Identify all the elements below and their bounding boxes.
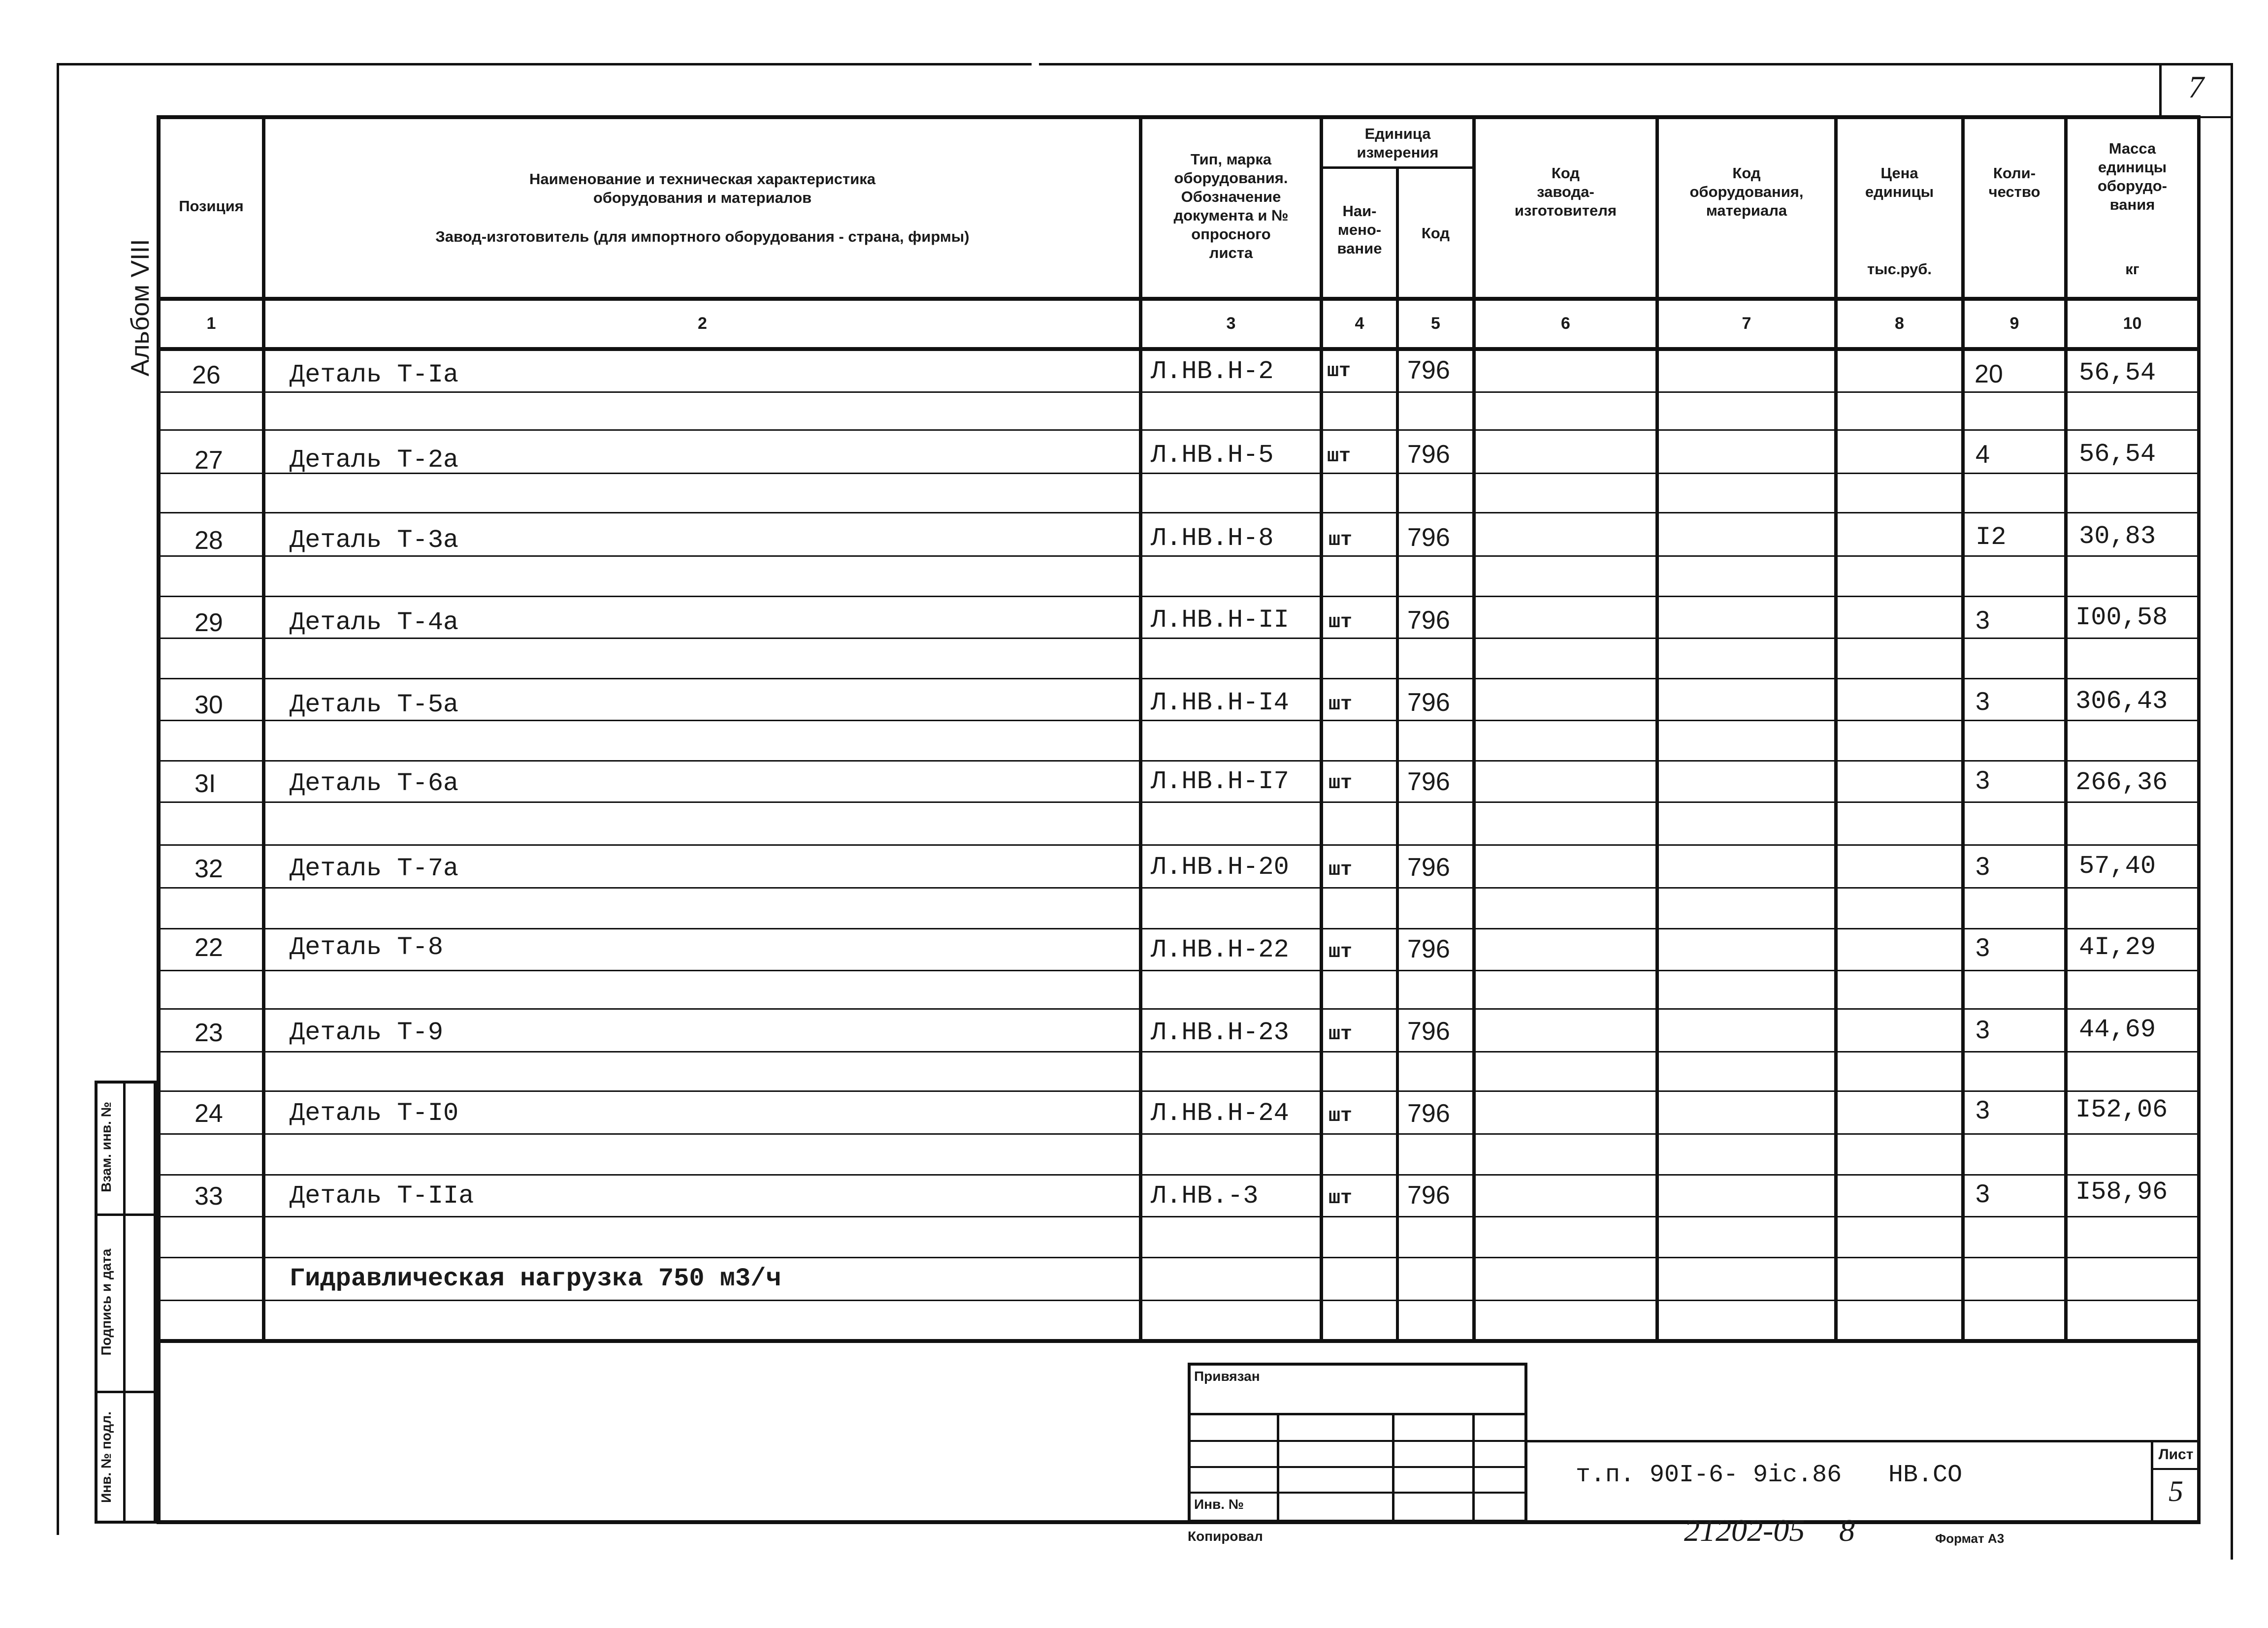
row-document: Л.НВ.Н-I4 xyxy=(1151,688,1289,717)
row-name: Деталь Т-8 xyxy=(290,933,444,962)
designation-top-rule xyxy=(1526,1440,2199,1442)
header-plant-code: Код завода- изготовителя xyxy=(1514,164,1617,219)
row-line xyxy=(159,1008,2199,1010)
colnum-rule xyxy=(159,347,2199,351)
row-name: Деталь Т-2а xyxy=(290,446,459,475)
side-stamp-replacement-inv: Взам. инв. № xyxy=(98,1102,114,1192)
side-stamp-signature-date: Подпись и дата xyxy=(98,1248,114,1356)
sheet-number: 5 xyxy=(2169,1475,2183,1507)
handwritten-digit: 8 xyxy=(1839,1513,1855,1548)
row-quantity: 4 xyxy=(1976,440,1990,469)
row-mass: 30,83 xyxy=(2079,522,2156,551)
row-line xyxy=(159,844,2199,846)
column-number: 4 xyxy=(1355,314,1364,333)
row-position: 32 xyxy=(194,855,223,883)
table-border-left xyxy=(157,115,161,1523)
header-price: Цена единицы xyxy=(1865,164,1934,200)
row-document: Л.НВ.Н-II xyxy=(1151,606,1289,635)
row-position: 3I xyxy=(194,769,216,798)
row-name: Деталь Т-9 xyxy=(290,1018,444,1047)
sheet-box-rule xyxy=(2151,1468,2199,1470)
row-position: 26 xyxy=(192,361,221,389)
outer-frame-top-right xyxy=(1039,63,2233,65)
header-equipment-code: Код оборудования, материала xyxy=(1689,164,1804,219)
row-line xyxy=(159,1257,2199,1258)
row-unit: шт xyxy=(1328,529,1353,551)
row-unit-code: 796 xyxy=(1407,523,1450,552)
header-mass-unit: кг xyxy=(2125,260,2139,278)
row-mass: 56,54 xyxy=(2079,358,2156,387)
side-stamp-divider xyxy=(123,1081,126,1524)
row-document: Л.НВ.Н-5 xyxy=(1151,441,1274,470)
row-position: 24 xyxy=(194,1099,223,1128)
row-line xyxy=(159,1216,2199,1217)
row-document: Л.НВ.Н-22 xyxy=(1151,935,1289,964)
row-unit-code: 796 xyxy=(1407,853,1450,882)
table-border-bottom xyxy=(157,1520,2201,1524)
row-line xyxy=(159,512,2199,513)
row-quantity: 3 xyxy=(1976,766,1990,795)
row-unit-code: 796 xyxy=(1407,1181,1450,1210)
col-div-8 xyxy=(1961,117,1965,1341)
row-position: 22 xyxy=(194,933,223,962)
row-unit: шт xyxy=(1328,1023,1353,1046)
header-position: Позиция xyxy=(179,197,244,215)
side-stamp-rule xyxy=(95,1213,157,1216)
row-name: Деталь Т-4а xyxy=(290,608,459,637)
column-number: 2 xyxy=(698,314,707,333)
row-name: Деталь Т-IIа xyxy=(290,1181,474,1211)
copied-label: Копировал xyxy=(1188,1529,1263,1544)
row-quantity: 3 xyxy=(1976,1016,1990,1044)
row-unit: шт xyxy=(1328,694,1353,716)
row-mass: 56,54 xyxy=(2079,440,2156,469)
inventory-label: Инв. № xyxy=(1194,1497,1244,1512)
column-number: 7 xyxy=(1742,314,1751,333)
header-unit-group: Единица измерения xyxy=(1357,125,1439,161)
row-unit-code: 796 xyxy=(1407,1099,1450,1128)
album-label: Альбом VIII xyxy=(126,239,155,377)
row-quantity: 3 xyxy=(1976,1180,1990,1208)
approval-rule xyxy=(1188,1440,1527,1442)
approval-rule xyxy=(1188,1413,1527,1415)
row-unit-code: 796 xyxy=(1407,356,1450,384)
col-div-9 xyxy=(2064,117,2068,1341)
row-position: 23 xyxy=(194,1019,223,1047)
row-mass: 266,36 xyxy=(2075,768,2168,797)
row-unit: шт xyxy=(1328,772,1353,795)
row-line xyxy=(159,555,2199,557)
col-div-5 xyxy=(1472,117,1476,1341)
side-stamp-original-inv: Инв. № подл. xyxy=(98,1411,114,1503)
row-unit-code: 796 xyxy=(1407,1017,1450,1046)
column-number: 8 xyxy=(1895,314,1904,333)
row-line xyxy=(159,638,2199,639)
row-position: 27 xyxy=(194,446,223,475)
row-unit: шт xyxy=(1328,611,1353,634)
row-name: Деталь Т-6а xyxy=(290,769,459,798)
column-number: 1 xyxy=(206,314,216,333)
row-line xyxy=(159,1300,2199,1301)
approval-col xyxy=(1277,1413,1279,1523)
row-position: 28 xyxy=(194,526,223,555)
row-position: 33 xyxy=(194,1182,223,1211)
row-name: Деталь Т-3а xyxy=(290,526,459,555)
row-mass: 4I,29 xyxy=(2079,933,2156,962)
col-div-3 xyxy=(1320,117,1323,1341)
col-div-2 xyxy=(1139,117,1142,1341)
row-name: Деталь Т-5а xyxy=(290,690,459,719)
row-document: Л.НВ.Н-24 xyxy=(1151,1099,1289,1128)
row-document: Л.НВ.-3 xyxy=(1151,1181,1259,1211)
row-document: Л.НВ.Н-2 xyxy=(1151,357,1274,386)
row-unit-code: 796 xyxy=(1407,440,1450,469)
row-name: Деталь Т-Iа xyxy=(290,360,459,389)
format-label: Формат А3 xyxy=(1935,1531,2005,1546)
row-unit-code: 796 xyxy=(1407,935,1450,963)
row-unit-code: 796 xyxy=(1407,688,1450,717)
row-document: Л.НВ.Н-20 xyxy=(1151,853,1289,882)
page-box-left xyxy=(2159,63,2162,117)
table-end-rule xyxy=(159,1339,2199,1343)
table-border-top xyxy=(159,115,2199,119)
header-unit-code: Код xyxy=(1421,224,1450,242)
row-quantity: 3 xyxy=(1976,852,1990,881)
row-quantity: 3 xyxy=(1976,1096,1990,1124)
row-quantity: 3 xyxy=(1976,687,1990,716)
outer-frame-top-left xyxy=(57,63,1032,65)
row-line xyxy=(159,1174,2199,1176)
row-name: Деталь Т-I0 xyxy=(290,1099,459,1128)
document-designation: т.п. 90I-6- 9іс.86 xyxy=(1576,1461,1842,1489)
outer-frame-left xyxy=(57,63,59,1535)
handwritten-number: 21202-05 xyxy=(1684,1513,1805,1548)
header-rule xyxy=(159,297,2199,301)
row-position: 29 xyxy=(194,608,223,637)
row-line xyxy=(159,1090,2199,1092)
header-type: Тип, марка оборудования. Обозначение документа и № опросного листа xyxy=(1173,151,1289,261)
approval-col xyxy=(1472,1413,1475,1523)
row-unit-code: 796 xyxy=(1407,606,1450,635)
row-mass: I00,58 xyxy=(2075,603,2168,632)
row-line xyxy=(159,970,2199,971)
document-code: НВ.СО xyxy=(1888,1461,1963,1489)
row-unit: шт xyxy=(1327,360,1351,383)
header-price-unit: тыс.руб. xyxy=(1867,260,1932,278)
header-manufacturer: Завод-изготовитель (для импортного оборудования - страна, фирмы) xyxy=(435,228,970,245)
row-mass: 306,43 xyxy=(2075,687,2168,716)
row-unit: шт xyxy=(1328,859,1353,881)
row-mass: I58,96 xyxy=(2075,1178,2168,1207)
row-unit: шт xyxy=(1328,1187,1353,1210)
row-unit-code: 796 xyxy=(1407,767,1450,796)
column-number: 3 xyxy=(1226,314,1236,333)
column-number: 10 xyxy=(2123,314,2142,333)
row-mass: 44,69 xyxy=(2079,1015,2156,1044)
approval-col xyxy=(1392,1413,1394,1523)
row-line xyxy=(159,473,2199,474)
row-line xyxy=(159,801,2199,803)
col-div-1 xyxy=(262,117,265,1341)
row-quantity: 20 xyxy=(1975,360,2003,388)
row-line xyxy=(159,928,2199,929)
row-line xyxy=(159,678,2199,679)
approval-label: Привязан xyxy=(1194,1369,1260,1384)
row-document: Л.НВ.Н-8 xyxy=(1151,524,1274,553)
row-line xyxy=(159,887,2199,889)
sheet-label: Лист xyxy=(2158,1446,2194,1463)
row-line xyxy=(159,596,2199,597)
row-mass: I52,06 xyxy=(2075,1095,2168,1124)
row-line xyxy=(159,760,2199,762)
row-position: 30 xyxy=(194,691,223,719)
row-line xyxy=(159,391,2199,393)
header-mass: Масса единицы оборудо- вания xyxy=(2098,140,2167,213)
hydraulic-load-note: Гидравлическая нагрузка 750 м3/ч xyxy=(290,1264,781,1293)
column-number: 9 xyxy=(2009,314,2019,333)
col-div-6 xyxy=(1655,117,1659,1341)
header-name: Наименование и техническая характеристика оборудования и материалов xyxy=(529,170,876,206)
col-div-7 xyxy=(1834,117,1838,1341)
outer-frame-right xyxy=(2231,63,2233,1560)
row-unit: шт xyxy=(1327,446,1351,468)
column-number: 5 xyxy=(1431,314,1440,333)
row-unit: шт xyxy=(1328,1105,1353,1127)
header-quantity: Коли- чество xyxy=(1988,164,2041,200)
unit-inner-divider xyxy=(1396,166,1399,1341)
table-border-right xyxy=(2197,115,2201,1523)
row-line xyxy=(159,1051,2199,1053)
row-quantity: 3 xyxy=(1976,933,1990,962)
row-line xyxy=(159,1133,2199,1135)
row-document: Л.НВ.Н-I7 xyxy=(1151,767,1289,796)
approval-rule xyxy=(1188,1466,1527,1468)
row-name: Деталь Т-7а xyxy=(290,854,459,883)
row-line xyxy=(159,720,2199,721)
row-mass: 57,40 xyxy=(2079,852,2156,881)
row-unit: шт xyxy=(1328,941,1353,963)
approval-rule xyxy=(1188,1492,1527,1494)
row-quantity: 3 xyxy=(1976,606,1990,635)
header-unit-name: Наи- мено- вание xyxy=(1337,202,1382,257)
row-quantity: I2 xyxy=(1976,523,2007,552)
page-number: 7 xyxy=(2188,69,2204,104)
row-document: Л.НВ.Н-23 xyxy=(1151,1018,1289,1047)
row-line xyxy=(159,429,2199,431)
column-number: 6 xyxy=(1561,314,1570,333)
